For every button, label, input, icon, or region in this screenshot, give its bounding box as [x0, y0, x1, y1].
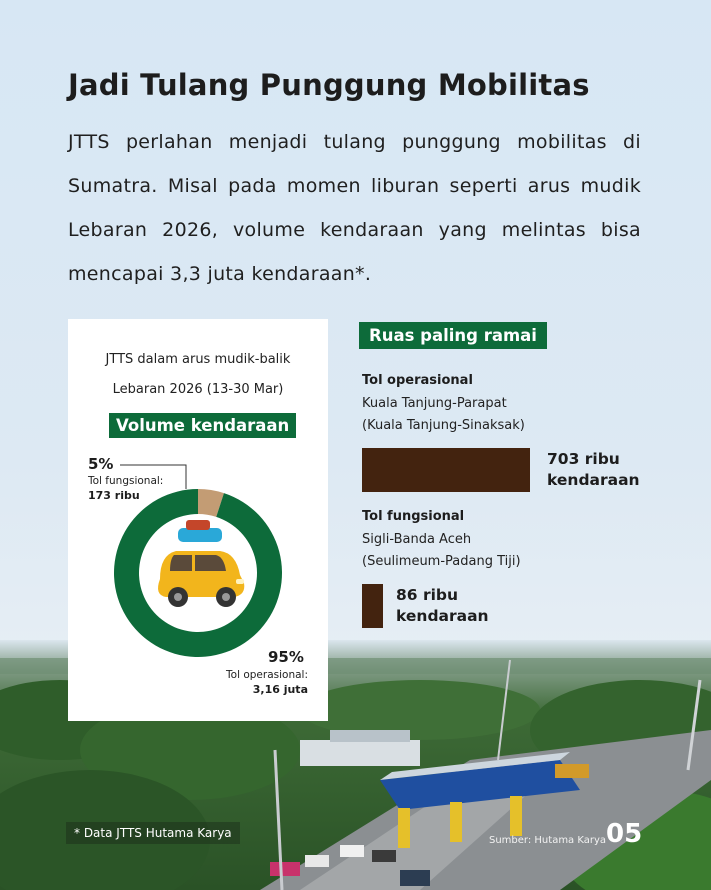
ruas-category-operasional: Tol operasional: [362, 373, 473, 388]
ruas-name-line2: (Seulimeum-Padang Tiji): [362, 554, 521, 569]
ruas-name-line1: Kuala Tanjung-Parapat: [362, 396, 507, 411]
source-credit: Sumber: Hutama Karya: [489, 835, 607, 846]
bar-value-line2: kendaraan: [547, 471, 640, 489]
bar-value-line2: kendaraan: [396, 607, 489, 625]
bar-operasional: [362, 448, 530, 492]
ruas-header: Ruas paling ramai: [359, 322, 547, 349]
bar-value-fungsional: [396, 585, 506, 627]
intro-paragraph: JTTS perlahan menjadi tulang punggung mobilitas di Sumatra. Misal pada momen liburan seperti arus mudik Lebaran 2026, volume kendaraan yang melintas bisa mencapai 3,3 juta kendaraan*.: [68, 131, 641, 285]
ruas-name-fungsional: [362, 529, 521, 573]
footnote: * Data JTTS Hutama Karya: [66, 822, 240, 844]
page-title: Jadi Tulang Punggung Mobilitas: [68, 68, 590, 102]
card-subtitle-line1: JTTS dalam arus mudik-balik: [105, 352, 291, 367]
small-slice-label: Tol fungsional:: [88, 475, 164, 487]
bar-value-operasional: [547, 449, 657, 491]
ruas-name-line2: (Kuala Tanjung-Sinaksak): [362, 418, 525, 433]
bar-fungsional: [362, 584, 383, 628]
ruas-name-line1: Sigli-Banda Aceh: [362, 532, 472, 547]
large-slice-label: Tol operasional:: [226, 669, 308, 681]
bar-value-line1: 703 ribu: [547, 450, 620, 468]
card-subtitle-line2: Lebaran 2026 (13-30 Mar): [112, 382, 284, 397]
large-slice-percent: 95%: [268, 648, 304, 666]
small-slice-percent: 5%: [88, 455, 114, 473]
volume-card: [68, 319, 328, 721]
car-icon: [158, 520, 244, 607]
ruas-category-fungsional: Tol fungsional: [362, 509, 465, 524]
ruas-name-operasional: [362, 393, 525, 437]
small-slice-value: 173 ribu: [88, 489, 140, 502]
volume-label: Volume kendaraan: [109, 413, 296, 438]
page-number: 05: [606, 819, 643, 849]
large-slice-value: 3,16 juta: [252, 683, 308, 696]
bar-value-line1: 86 ribu: [396, 586, 459, 604]
